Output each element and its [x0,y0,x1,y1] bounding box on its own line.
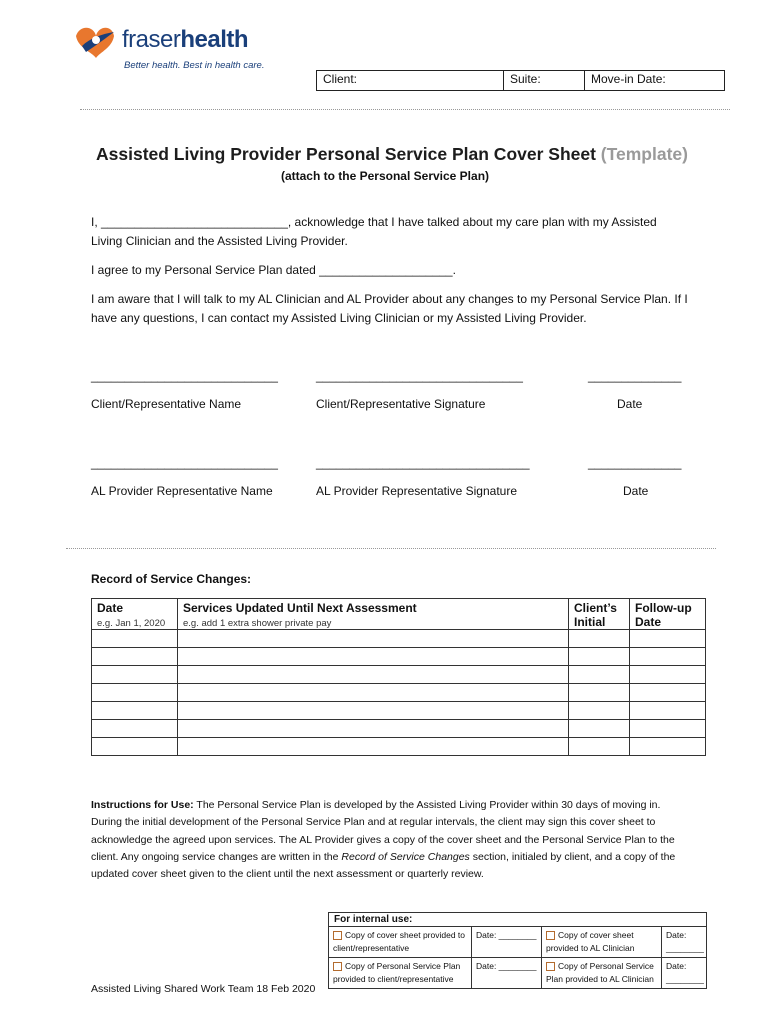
checkbox-icon[interactable] [546,962,555,971]
table-row[interactable] [92,666,706,684]
client-field[interactable]: Client: [317,71,504,90]
move-in-date-field[interactable]: Move-in Date: [591,72,666,86]
template-tag: (Template) [600,144,688,164]
fraserhealth-logo-icon [72,22,118,62]
client-signature-label: Client/Representative Signature [316,397,486,411]
instructions-label: Instructions for Use: [91,799,194,811]
date-field[interactable]: Date: ________ [472,958,542,988]
provider-date-label: Date [623,484,649,498]
client-date-line[interactable]: ______________ [588,369,682,383]
table-row[interactable] [92,702,706,720]
provider-date-line[interactable]: ______________ [588,456,682,470]
internal-use-box [328,912,707,989]
provider-signature-label: AL Provider Representative Signature [316,484,517,498]
initial-header: Client’s Initial [569,599,630,630]
date-field[interactable]: Date: ________ [662,927,706,958]
date-field[interactable]: Date: ________ [472,927,542,958]
date-field[interactable]: Date: ________ [666,961,704,984]
table-header-row [92,599,706,630]
client-name-label: Client/Representative Name [91,397,242,411]
logo-tagline: Better health. Best in health care. [124,60,265,71]
client-date-label: Date [617,397,643,411]
acknowledge-paragraph: I, ____________________________, acknowledge that I have talked about my care plan with my Assisted Living Clinician and the Assisted Living Provider. [91,215,657,248]
provider-name-line[interactable]: ____________________________ [91,456,278,470]
copy-plan-clinician-item[interactable]: Copy of Personal Service Plan provided to AL Clinician [542,958,662,988]
service-changes-table [91,598,706,756]
awareness-paragraph: I am aware that I will talk to my AL Clinician and AL Provider about any changes to my Personal Service Plan. If I have any questions, I can contact my Assisted Living Clinician or my Assisted Living Provider. [91,292,688,325]
client-signature-line[interactable]: _______________________________ [316,369,523,383]
provider-signature-line[interactable]: ________________________________ [316,456,530,470]
page-title: Assisted Living Provider Personal Service Plan Cover Sheet (Template) [96,144,688,164]
client-name-line[interactable]: ____________________________ [91,369,278,383]
table-row[interactable] [92,720,706,738]
instructions: Instructions for Use: The Personal Service Plan is developed by the Assisted Living Provider within 30 days of moving in. During the initial development of the Personal Service Plan and at regular intervals, the client may sign this cover sheet to acknowledge the agreed upon services. The AL Provider gives a copy of the cover sheet and the Personal Service Plan to the client. Any ongoing service changes are written in the Record of Service Changes section, initialed by client, and a copy of the updated cover sheet given to the client until the next assessment or quarterly review. [91,799,676,881]
logo-wordmark: fraserhealth [122,26,249,53]
table-row[interactable] [92,630,706,648]
suite-field[interactable]: Suite: [504,71,585,90]
footer-text: Assisted Living Shared Work Team 18 Feb 2020 [91,983,316,995]
page-subtitle: (attach to the Personal Service Plan) [280,169,490,183]
copy-cover-client-item[interactable]: Copy of cover sheet provided to client/representative [329,927,472,958]
services-header: Services Updated Until Next Assessment e.g. add 1 extra shower private pay [178,599,569,630]
plan-date-paragraph: I agree to my Personal Service Plan dated ____________________. [91,263,456,277]
services-example: e.g. add 1 extra shower private pay [183,618,332,629]
client-info-box [316,70,725,91]
checkbox-icon[interactable] [333,962,342,971]
table-row[interactable] [92,684,706,702]
divider [80,109,730,110]
table-row[interactable] [92,648,706,666]
record-reference: Record of Service Changes [341,850,470,863]
date-header: Date e.g. Jan 1, 2020 [92,599,178,630]
divider [66,548,716,549]
record-title: Record of Service Changes: [91,572,252,586]
checkbox-icon[interactable] [546,931,555,940]
copy-plan-client-item[interactable]: Copy of Personal Service Plan provided to client/representative [329,958,472,988]
copy-cover-clinician-item[interactable]: Copy of cover sheet provided to AL Clinician [542,927,662,958]
date-example: e.g. Jan 1, 2020 [97,618,166,629]
provider-name-label: AL Provider Representative Name [91,484,273,498]
followup-header: Follow-up Date [630,599,706,630]
checkbox-icon[interactable] [333,931,342,940]
internal-use-title: For internal use: [329,913,706,927]
table-row[interactable] [92,738,706,756]
